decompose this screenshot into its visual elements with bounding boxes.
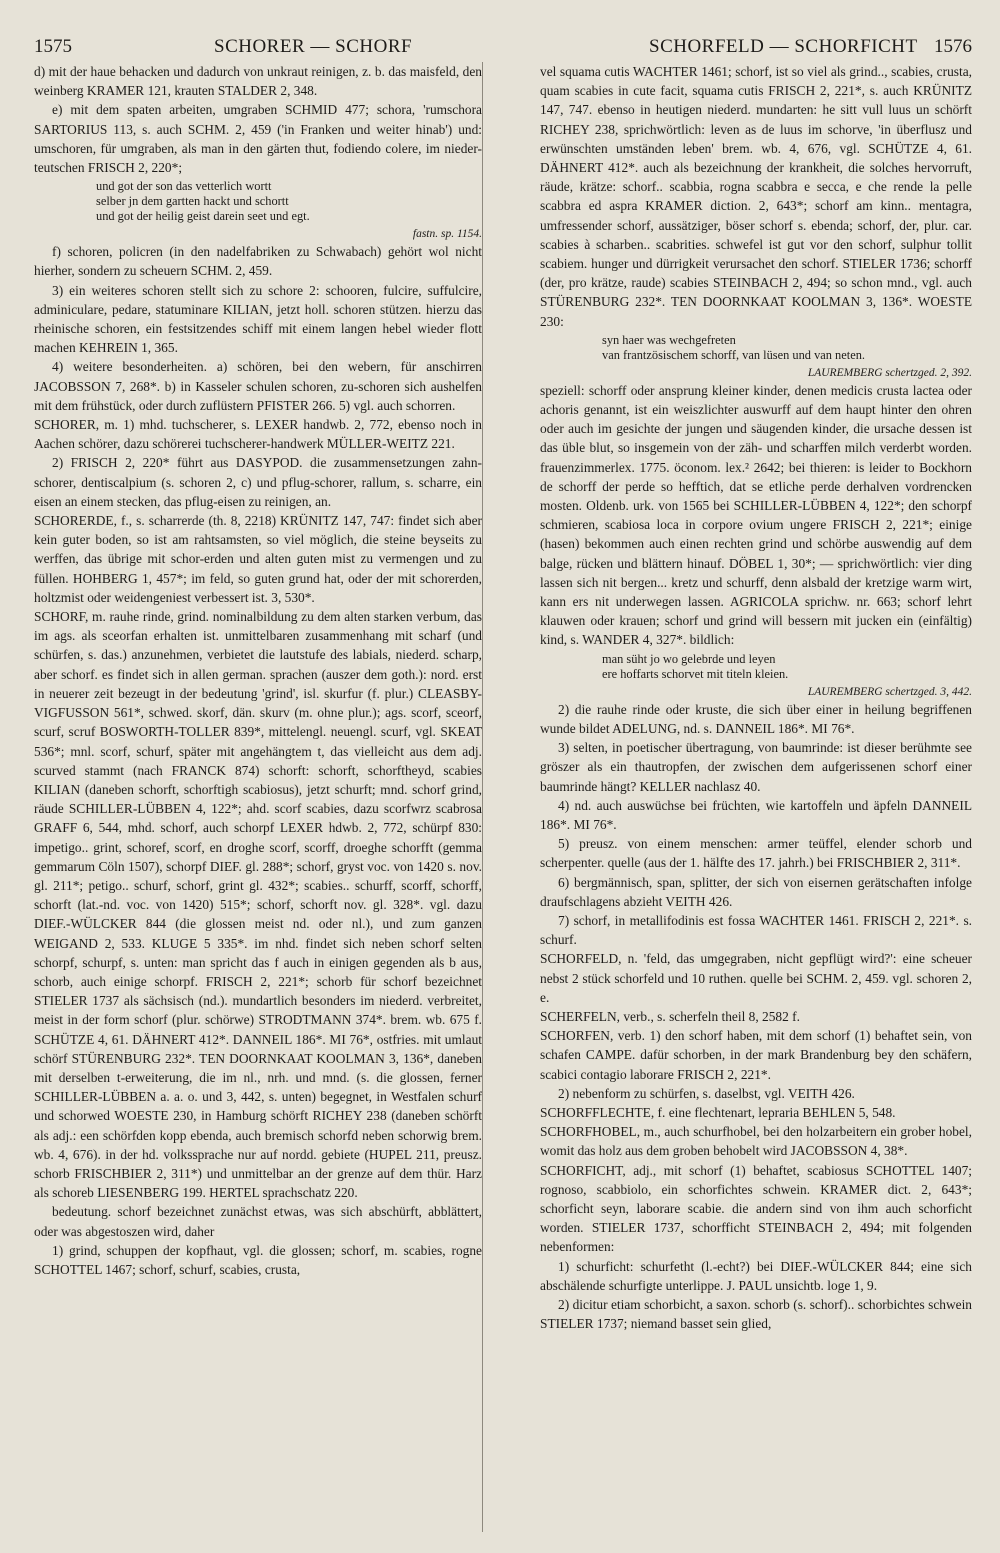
dictionary-paragraph: 1) grind, schuppen der kopfhaut, vgl. die glossen; schorf, m. scabies, rogne SCHOTTEL 1467; schorf, schurf, scabies, crusta, bbox=[34, 1242, 482, 1277]
quotation-source: LAUREMBERG schertzged. 3, 442. bbox=[807, 685, 972, 698]
dictionary-paragraph: 5) preusz. von einem menschen: armer teüffel, elender schorb und scherpenter. quelle (aus der 1. hälfte des 17. jahrh.) bei FRISCHBIER 2, 311*. bbox=[540, 836, 972, 871]
dictionary-paragraph: SCHORER, m. 1) mhd. tuchscherer, s. LEXER handwb. 2, 772, ebenso noch in Aachen schörer, dazu schörerei tuchscherer-handwerk MÜLLER-WEITZ 221. bbox=[34, 417, 482, 452]
dictionary-paragraph: SCHORFICHT, adj., mit schorf (1) behaftet, scabiosus SCHOTTEL 1407; rognoso, scabbiolo, ein schorfichtes schwein. KRAMER dict. 2, 643*; schorficht seyn, laborare scabie. die andern sind von ihm auch schorficht worden. STIELER 1737, schorfficht STEINBACH 2, 494; mit folgenden nebenformen: bbox=[540, 1162, 972, 1255]
dictionary-paragraph: d) mit der haue behacken und dadurch von unkraut reinigen, z. b. das maisfeld, den weinberg KRAMER 121, krauten STALDER 2, 348. bbox=[34, 64, 482, 99]
dictionary-paragraph: SCHORFHOBEL, m., auch schurfhobel, bei den holzarbeitern ein grober hobel, womit das holz aus dem groben behobelt wird JACOBSSON 4, 38*. bbox=[540, 1124, 972, 1159]
dictionary-paragraph: 2) nebenform zu schürfen, s. daselbst, vgl. VEITH 426. bbox=[558, 1085, 855, 1101]
dictionary-paragraph: SCHORF, m. rauhe rinde, grind. nominalbildung zu dem alten starken verbum, das im ags. als sceorfan erhalten ist. unmittelbaren zusammenhang mit scharf (und schürfen, s. das.) anzunehmen, verbietet die lautstufe des labials, niederd. scharp, aber schorf. es findet sich in allen german. sprachen (auszer dem goth.): nord. erst in neuerer zeit bezeugt in der bedeutung 'grind', isl. skurfur (f. plur.) CLEASBY-VIGFUSSON 561*, schwed. skorf, dän. skurv (m. ohne plur.); ags. scorf, sceorf, scurf, scruf BOSWORTH-TOLLER 839*, mittelengl. neuengl. scurf, vgl. SKEAT 536*; mnl. scorf, schurf, später mit angehängtem t, das vielleicht aus dem adj. scurved stammt (nach FRANCK 874) schorft: schorft, schorftheyd, scabies KILIAN (daneben schorft, schorftigh scabiosus), jetzt schurft; mnd. schorf grind, räude SCHILLER-LÜBBEN 4, 122*; ahd. scorf scabies, dazu scorfwrz scabrosa GRAFF 6, 544, mhd. schorf, auch schorpf LEXER hdwb. 2, 772, schürpf 830: impetigo.. grint, schoref, scorf, en droghe scorf, scorff, droeghe schorfft (gemma gemmarum Cöln 1507), schorpf DIEF. gl. 288*; schorf, gryst voc. von 1420 s. nov. gl. 211*; petigo.. schurf, schorf, grint gl. 432*; scabies.. schurff, scorff, schorff, schorft (lat.-nd. voc. von 1420) 515*; schorf, schorft nov. gl. 328*. vgl. dazu DIEF.-WÜLCKER 844 (die glossen meist nd. oder nl.), und zum ganzen WEIGAND 2, 533. KLUGE 5 335*. im nhd. findet sich neben schorf selten schorpf, schurpf, s. unten: man spricht das f auch in einigen gegenden als b aus, schorb, auch einige schorpf. FRISCH 2, 221*; schorb für schorf bezeichnet STIELER 1737 als sächsisch (nd.). mundartlich besonders im niederd. verbreitet, meist in der form schorf (plur. schörwe) STRODTMANN 374*. brem. wb. 675 f. SCHÜTZE 4, 61. DÄHNERT 412*. DANNEIL 186*. MI 76*, ostfries. mit umlaut schörf STÜRENBURG 232*. TEN DOORNKAAT KOOLMAN 3, 136*, daneben mit derselben t-erweiterung, die im nl., nrh. und mnd. (s. die glossen, ferner SCHILLER-LÜBBEN a. a. o. und 3, 442, s. unten) begegnet, in Westfalen schurf und schorwed WOESTE 230, in Hamburg schörft RICHEY 238 (daneben schörft als adj.: een schörfden kopp ebenda, auch bremisch schorfd neben schorwig brem. wb. 4, 676). in der hd. volkssprache nur auf nordd. gebiete (HUPEL 211, preusz. schorb FRISCHBIER 2, 311*) und unmittelbar an der grenze auf dem thür. Harz als schoreb LIESENBERG 199. HERTEL sprachschatz 220. bbox=[34, 609, 482, 1201]
dictionary-paragraph: 2) FRISCH 2, 220* führt aus DASYPOD. die zusammensetzungen zahn-schorer, dentiscalpium (s. schoren 2, c) und pflug-schorer, rallum, s. scharre, ein eisen an einem stecken, das pflug-eisen zu reinigen, an. bbox=[34, 455, 482, 509]
dictionary-paragraph: 3) ein weiteres schoren stellt sich zu schore 2: schooren, fulcire, suffulcire, adminiculare, pedare, statuminare KILIAN, jetzt holl. schoren stützen. hierzu das rheinische schoren, ein festsitzendes schiff mit einem langen hebel wieder flott machen KEHREIN 1, 365. bbox=[34, 282, 482, 356]
text-columns bbox=[34, 62, 972, 1535]
dictionary-paragraph: f) schoren, policren (in den nadelfabriken zu Schwabach) gehört wol nicht hierher, sondern zu scheuern SCHM. 2, 459. bbox=[34, 244, 482, 279]
dictionary-paragraph: SCHORFFLECHTE, f. eine flechtenart, lepraria BEHLEN 5, 548. bbox=[540, 1104, 896, 1120]
left-page-number: 1575 bbox=[34, 36, 72, 57]
right-running-head: SCHORFELD — SCHORFICHT bbox=[649, 36, 918, 57]
left-column bbox=[34, 62, 482, 1535]
dictionary-paragraph: 4) weitere besonderheiten. a) schören, bei den webern, für anschirren JACOBSSON 7, 268*. b) in Kasseler schulen schoren, zu-schoren sich aushelfen mit dem frühstück, oder durch zuflüstern PFISTER 266. 5) vgl. auch schorren. bbox=[34, 359, 482, 413]
dictionary-paragraph: bedeutung. schorf bezeichnet zunächst etwas, was sich abschürft, abblättert, oder was abgestoszen wird, daher bbox=[34, 1204, 482, 1239]
dictionary-paragraph: speziell: schorff oder ansprung kleiner kinder, denen medicis crusta lactea oder achoris genannt, ist ein weiszlichter auswurff auf dem haupt hinter den ohren oder auch im gesichte der jungen und säugenden kinder, die ursache dessen ist das üble blut, so insgemein von der zäh- und scharffen milch verderbt worden. frauenzimmerlex. 1775. öconom. lex.² 2642; bei thieren: is leider to Bockhorn de schorff der perde so hefftich, dat se etliche perde derhalven vordrencken mosten. Oldenb. urk. von 1565 bei SCHILLER-LÜBBEN 4, 122*; den schorpf schmieren, scabiosa loca in corpore ovium ungere FRISCH 2, 221*; einige (hasen) bekommen auch einen rechten grind und schörbe auswendig auf dem balge, rücken und blättern hinauf. DÖBEL 1, 30*; — sprichwörtlich: vier ding lassen sich nit bergen... kretz und schurff, denn alsbald der kretzige warm wirt, kann ers nit underwegen lassen. AGRICOLA sprichw. nr. 663; schorf lehrt klauwen oder krauen; schorf und grind will bessern mit jucken ein (einfältig) kind, s. WANDER 4, 327*. bildlich: bbox=[540, 382, 972, 648]
dictionary-paragraph: SCHORERDE, f., s. scharrerde (th. 8, 2218) KRÜNITZ 147, 747: findet sich aber kein guter boden, so ist am rahtsamsten, so viel möglich, die steine beyseits zu werffen, das übrige mit schor-erden und alten guten mist zu vermengen und zu füllen. HOHBERG 1, 457*; im feld, so guten grund hat, oder der mit schorerden, holtzmist oder weidengeniest verbessert ist. 3, 530*. bbox=[34, 513, 482, 605]
verse-quotation: und got der son das vetterlich wortt selber jn dem gartten hackt und schortt und got der heilig geist darein seet und egt. bbox=[96, 179, 310, 224]
dictionary-paragraph: e) mit dem spaten arbeiten, umgraben SCHMID 477; schora, 'rumschora SARTORIUS 113, s. auch SCHM. 2, 459 ('in Franken und weiter hinab') und: umschoren, für umgraben, als man in den gärten thut, fodiendo colere, im nieder-teutschen FRISCH 2, 220*; bbox=[34, 102, 482, 176]
verse-quotation: man süht jo wo gelebrde und leyen ere hoffarts schorvet mit titeln kleien. bbox=[602, 651, 789, 681]
page-header bbox=[34, 28, 972, 62]
dictionary-paragraph: 7) schorf, in metallifodinis est fossa WACHTER 1461. FRISCH 2, 221*. s. schurf. bbox=[540, 912, 972, 948]
dictionary-paragraph: SCHERFELN, verb., s. scherfeln theil 8, 2582 f. bbox=[540, 1008, 800, 1024]
dictionary-paragraph: 3) selten, in poetischer übertragung, von baumrinde: ist dieser berühmte see gröszer als ein thautropfen, der zwischen dem aufgerissenen schorf einer baumrinde hängt? KELLER nachlasz 40. bbox=[540, 740, 972, 794]
left-running-head: SCHORER — SCHORF bbox=[214, 36, 413, 57]
dictionary-paragraph: SCHORFEN, verb. 1) den schorf haben, mit dem schorf (1) behaftet sein, von schafen CAMPE. dafür schorben, in der mark Brandenburg bey den schäfern, scabici contagio laborare FRISCH 2, 221*. bbox=[540, 1028, 972, 1082]
dictionary-paragraph: 4) nd. auch auswüchse bei früchten, wie kartoffeln und äpfeln DANNEIL 186*. MI 76*. bbox=[540, 797, 972, 832]
verse-quotation: syn haer was wechgefreten van frantzösischem schorff, van lüsen und van neten. bbox=[602, 332, 865, 362]
dictionary-paragraph: 1) schurficht: schurfetht (l.-echt?) bei DIEF.-WÜLCKER 844; eine sich abschälende schurfigte unterlippe. J. PAUL unsichtb. loge 1, 9. bbox=[540, 1258, 972, 1293]
dictionary-paragraph: 2) die rauhe rinde oder kruste, die sich über einer in heilung begriffenen wunde bildet ADELUNG, nd. s. DANNEIL 186*. MI 76*. bbox=[540, 701, 972, 736]
dictionary-paragraph: 2) dicitur etiam schorbicht, a saxon. schorb (s. schorf).. schorbichtes schwein STIELER 1737; niemand basset sein glied, bbox=[540, 1296, 972, 1332]
quotation-source: LAUREMBERG schertzged. 2, 392. bbox=[807, 366, 972, 379]
dictionary-paragraph: 6) bergmännisch, span, splitter, der sich von eisernen gerätschaften infolge draufschlagens abzieht VEITH 426. bbox=[540, 874, 972, 909]
right-column bbox=[540, 62, 972, 1535]
dictionary-paragraph: vel squama cutis WACHTER 1461; schorf, ist so viel als grind.., scabies, crusta, quam scabies in cute facit, squama cutis FRISCH 2, 221*, s. auch KRÜNITZ 147, 747. ebenso in heutigen niederd. mundarten: he sitt vull luus un schörft RICHEY 238, sprichwörtlich: leven as de luus im schorve, 'in überflusz und erwünschten umständen leben' brem. wb. 4, 676, vgl. SCHÜTZE 4, 61. DÄHNERT 412*. auch als bezeichnung der krankheit, die solches hervorruft, räude, krätze: schorf.. scabbia, rogna scabbra e secca, e che rende la pelle scabbra ed aspra KRAMER diction. 2, 643*; schorf am kinn.. mentagra, umfressender schorf, aussätziger, böser schorf s. ebenda; schorf, der, plur. car. scabies à scharben.. scabrities. schwefel ist gut vor den schorf, sulphur tollit scabiem. hunger und dürrigkeit verursachet den schorf. STIELER 1736; schorff (der, pro krätze, raude) scabies STEINBACH 2, 494; so schon mnd., vgl. auch STÜRENBURG 232*. TEN DOORNKAAT KOOLMAN 3, 136*. WOESTE 230: bbox=[540, 64, 972, 329]
right-page-number: 1576 bbox=[934, 36, 972, 57]
dictionary-paragraph: SCHORFELD, n. 'feld, das umgegraben, nicht gepflügt wird?': eine scheuer nebst 2 stück schorfeld und 10 ruthen. quelle bei SCHM. 2, 459. vgl. schoren 2, e. bbox=[540, 951, 972, 1005]
quotation-source: fastn. sp. 1154. bbox=[412, 228, 482, 241]
